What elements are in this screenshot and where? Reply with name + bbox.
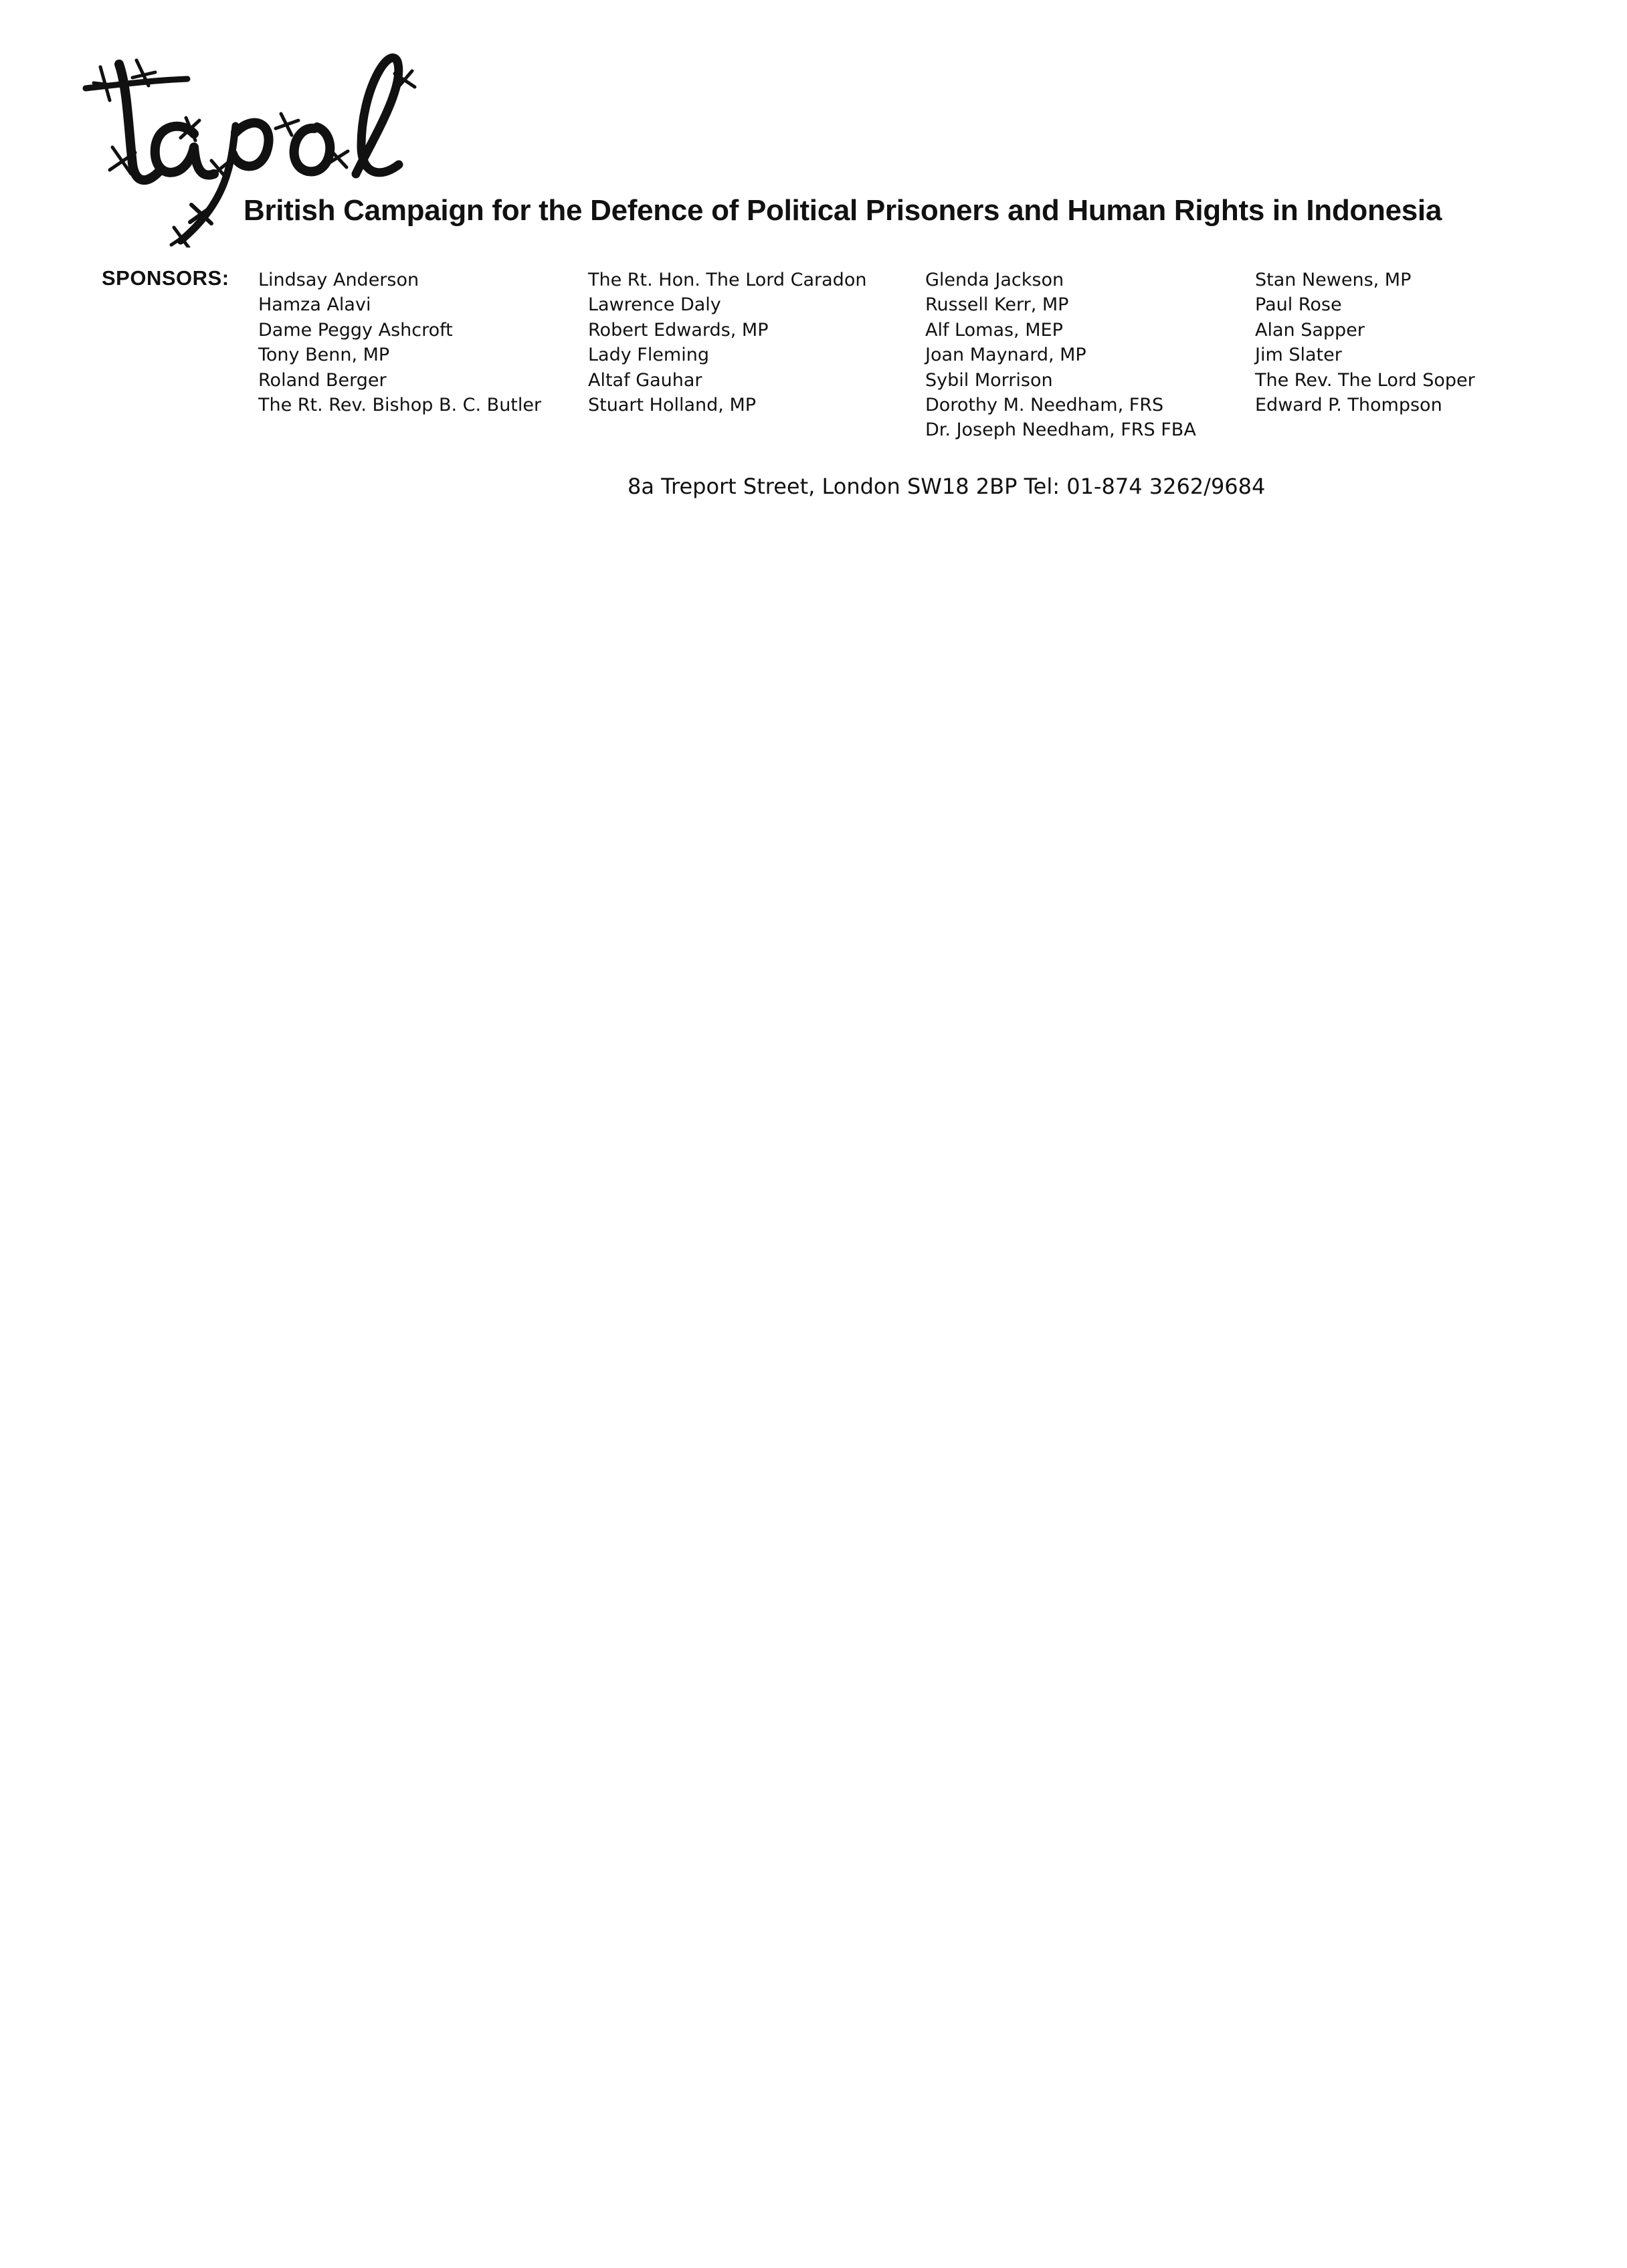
sponsor-name: Lady Fleming <box>588 345 709 366</box>
sponsor-name: Altaf Gauhar <box>588 369 702 391</box>
sponsor-name: Roland Berger <box>258 369 387 391</box>
sponsor-name: Sybil Morrison <box>925 369 1053 391</box>
sponsor-name: Lawrence Daly <box>588 294 721 316</box>
sponsor-name: Edward P. Thompson <box>1255 395 1442 416</box>
sponsor-column-4 <box>1255 268 1475 417</box>
sponsor-name: Hamza Alavi <box>258 294 371 316</box>
sponsor-name: The Rt. Rev. Bishop B. C. Butler <box>258 395 542 416</box>
sponsor-name: Russell Kerr, MP <box>925 294 1069 316</box>
sponsor-column-1 <box>258 268 541 417</box>
sponsor-name: Dr. Joseph Needham, FRS FBA <box>925 419 1196 441</box>
address-line: 8a Treport Street, London SW18 2BP Tel: 01-874 3262/9684 <box>628 474 1266 499</box>
sponsor-name: Lindsay Anderson <box>258 270 419 290</box>
sponsor-name: Jim Slater <box>1255 345 1342 366</box>
sponsor-column-3 <box>925 268 1196 443</box>
sponsor-name: Stuart Holland, MP <box>588 395 757 416</box>
sponsor-name: Paul Rose <box>1255 294 1342 316</box>
sponsor-name: Alf Lomas, MEP <box>925 319 1063 341</box>
sponsor-name: Alan Sapper <box>1255 319 1365 341</box>
organization-title: British Campaign for the Defence of Political Prisoners and Human Rights in Indonesia <box>244 194 1442 227</box>
sponsor-name: Dorothy M. Needham, FRS <box>925 395 1164 416</box>
sponsor-name: The Rev. The Lord Soper <box>1255 369 1475 391</box>
sponsor-name: Robert Edwards, MP <box>588 319 769 341</box>
sponsor-name: Dame Peggy Ashcroft <box>258 319 453 341</box>
sponsor-name: Joan Maynard, MP <box>925 345 1086 366</box>
sponsor-name: Tony Benn, MP <box>258 345 390 366</box>
sponsor-name: Stan Newens, MP <box>1255 270 1412 290</box>
sponsor-name: Glenda Jackson <box>925 270 1064 290</box>
sponsor-column-2 <box>588 268 866 417</box>
sponsors-heading: SPONSORS: <box>102 266 229 290</box>
sponsor-name: The Rt. Hon. The Lord Caradon <box>588 270 867 290</box>
